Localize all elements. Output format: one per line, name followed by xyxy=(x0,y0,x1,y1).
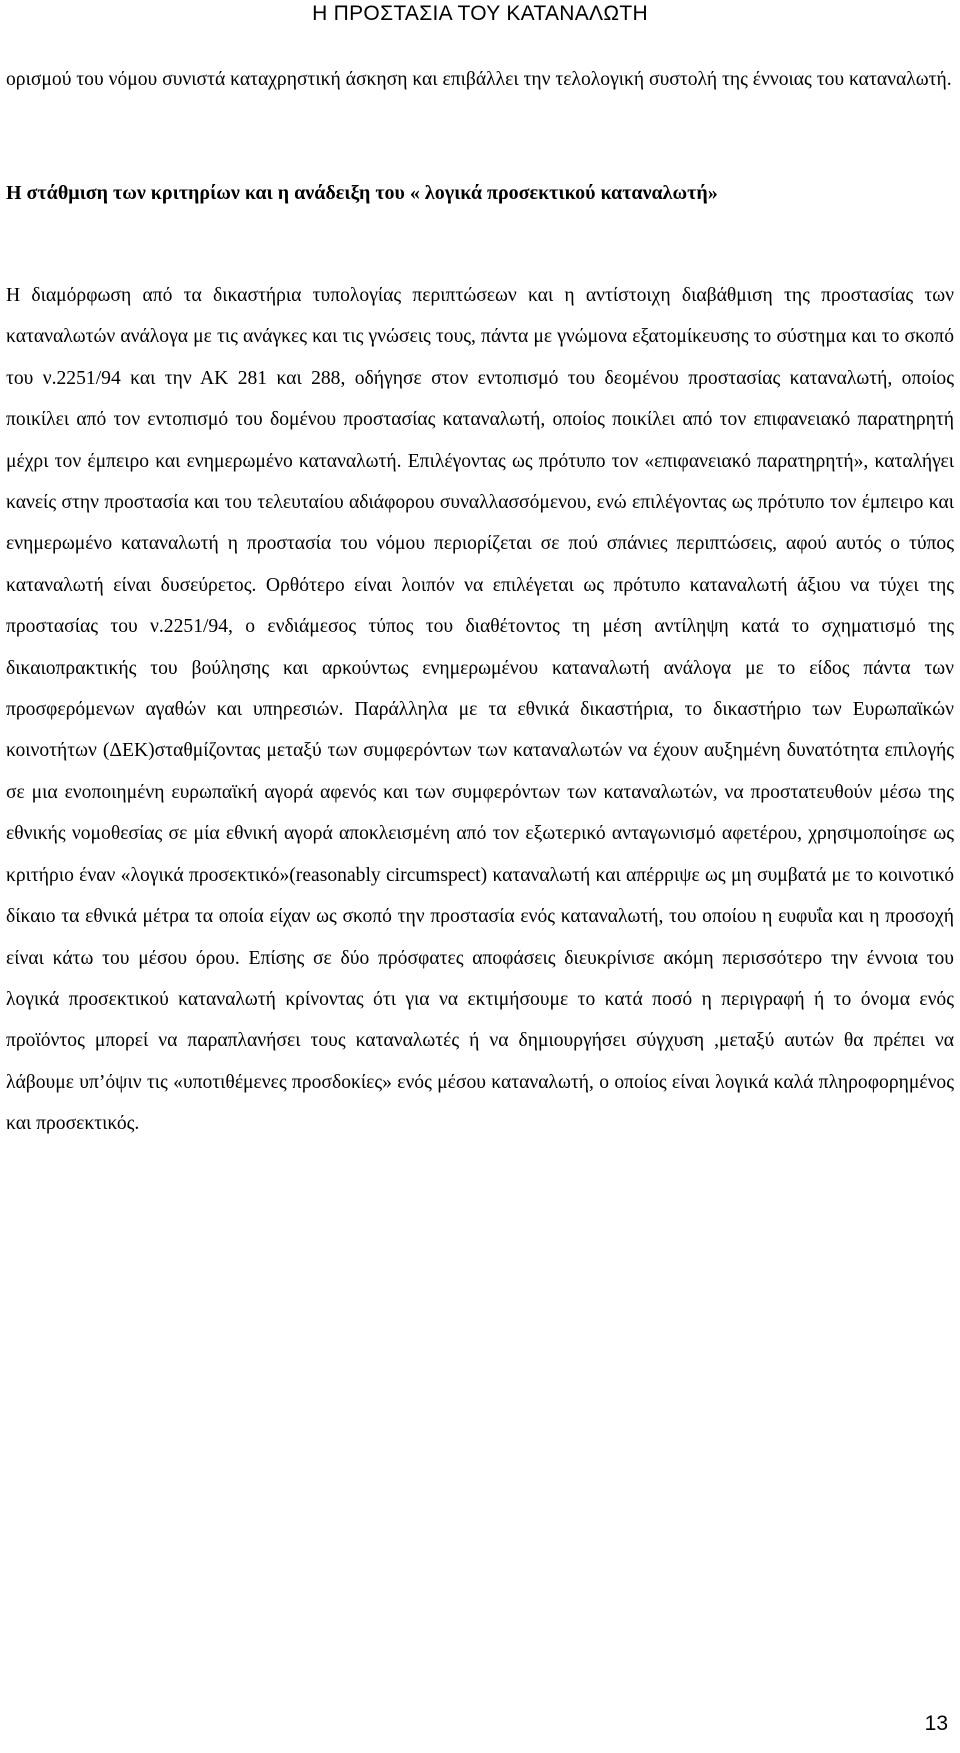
page-number: 13 xyxy=(924,1712,948,1735)
section-heading: Η στάθμιση των κριτηρίων και η ανάδειξη του « λογικά προσεκτικού καταναλωτή» xyxy=(6,182,718,204)
paragraph-main: Η διαμόρφωση από τα δικαστήρια τυπολογίας περιπτώσεων και η αντίστοιχη διαβάθμιση της προστασίας των καταναλωτών ανάλογα με τις ανάγκες και τις γνώσεις τους, πάντα με γνώμονα εξατομίκευσης το σύστημα και το σκοπό του ν.2251/94 και την ΑΚ 281 και 288, οδήγησε στον εντοπισμό του δεομένου προστασίας καταναλωτή, οποίος ποικίλει από τον εντοπισμό του δομένου προστασίας καταναλωτή, οποίος ποικίλει από τον επιφανειακό παρατηρητή μέχρι τον έμπειρο και ενημερωμένο καταναλωτή. Επιλέγοντας ως πρότυπο τον «επιφανειακό παρατηρητή», καταλήγει κανείς στην προστασία και του τελευταίου αδιάφορου συναλλασσόμενου, ενώ επιλέγοντας ως πρότυπο τον έμπειρο και ενημερωμένο καταναλωτή η προστασία του νόμου περιορίζεται σε πού σπάνιες περιπτώσεις, αφού αυτός ο τύπος καταναλωτή είναι δυσεύρετος. Ορθότερο είναι λοιπόν να επιλέγεται ως πρότυπο καταναλωτή άξιου να τύχει της προστασίας του ν.2251/94, ο ενδιάμεσος τύπος του διαθέτοντος τη μέση αντίληψη κατά το σχηματισμό της δικαιοπρακτικής του βούλησης και αρκούντως ενημερωμένου καταναλωτή ανάλογα με το είδος πάντα των προσφερόμενων αγαθών και υπηρεσιών. Παράλληλα με τα εθνικά δικαστήρια, το δικαστήριο των Ευρωπαϊκών κοινοτήτων (ΔΕΚ)σταθμίζοντας μεταξύ των συμφερόντων των καταναλωτών να έχουν αυξημένη δυνατότητα επιλογής σε μια ενοποιημένη ευρωπαϊκή αγορά αφενός και των συμφερόντων των καταναλωτών, να προστατευθούν μέσω της εθνικής νομοθεσίας σε μία εθνική αγορά αποκλεισμένη από τον εξωτερικό ανταγωνισμό αφετέρου, χρησιμοποίησε ως κριτήριο έναν «λογικά προσεκτικό»(reasonably circumspect) καταναλωτή και απέρριψε ως μη συμβατά με το κοινοτικό δίκαιο τα εθνικά μέτρα τα οποία είχαν ως σκοπό την προστασία ενός καταναλωτή, του οποίου η ευφυΐα και η προσοχή είναι κάτω του μέσου όρου. Επίσης σε δύο πρόσφατες αποφάσεις διευκρίνισε ακόμη περισσότερο την έννοια του λογικά προσεκτικού καταναλωτή κρίνοντας ότι για να εκτιμήσουμε το κατά ποσό η περιγραφή ή το όνομα ενός προϊόντος μπορεί να παραπλανήσει τους καταναλωτές ή να δημιουργήσει σύγχυση ,μεταξύ αυτών θα πρέπει να λάβουμε υπ’όψιν τις «υποτιθέμενες προσδοκίες» ενός μέσου καταναλωτή, ο οποίος είναι λογικά καλά πληροφορημένος και προσεκτικός. xyxy=(6,285,954,1135)
running-header: Η ΠΡΟΣΤΑΣΙΑ ΤΟΥ ΚΑΤΑΝΑΛΩΤΗ xyxy=(312,2,648,25)
paragraph-continuation: ορισμού του νόμου συνιστά καταχρηστική άσκηση και επιβάλλει την τελολογική συστολή της έννοιας του καταναλωτή. xyxy=(6,69,952,90)
